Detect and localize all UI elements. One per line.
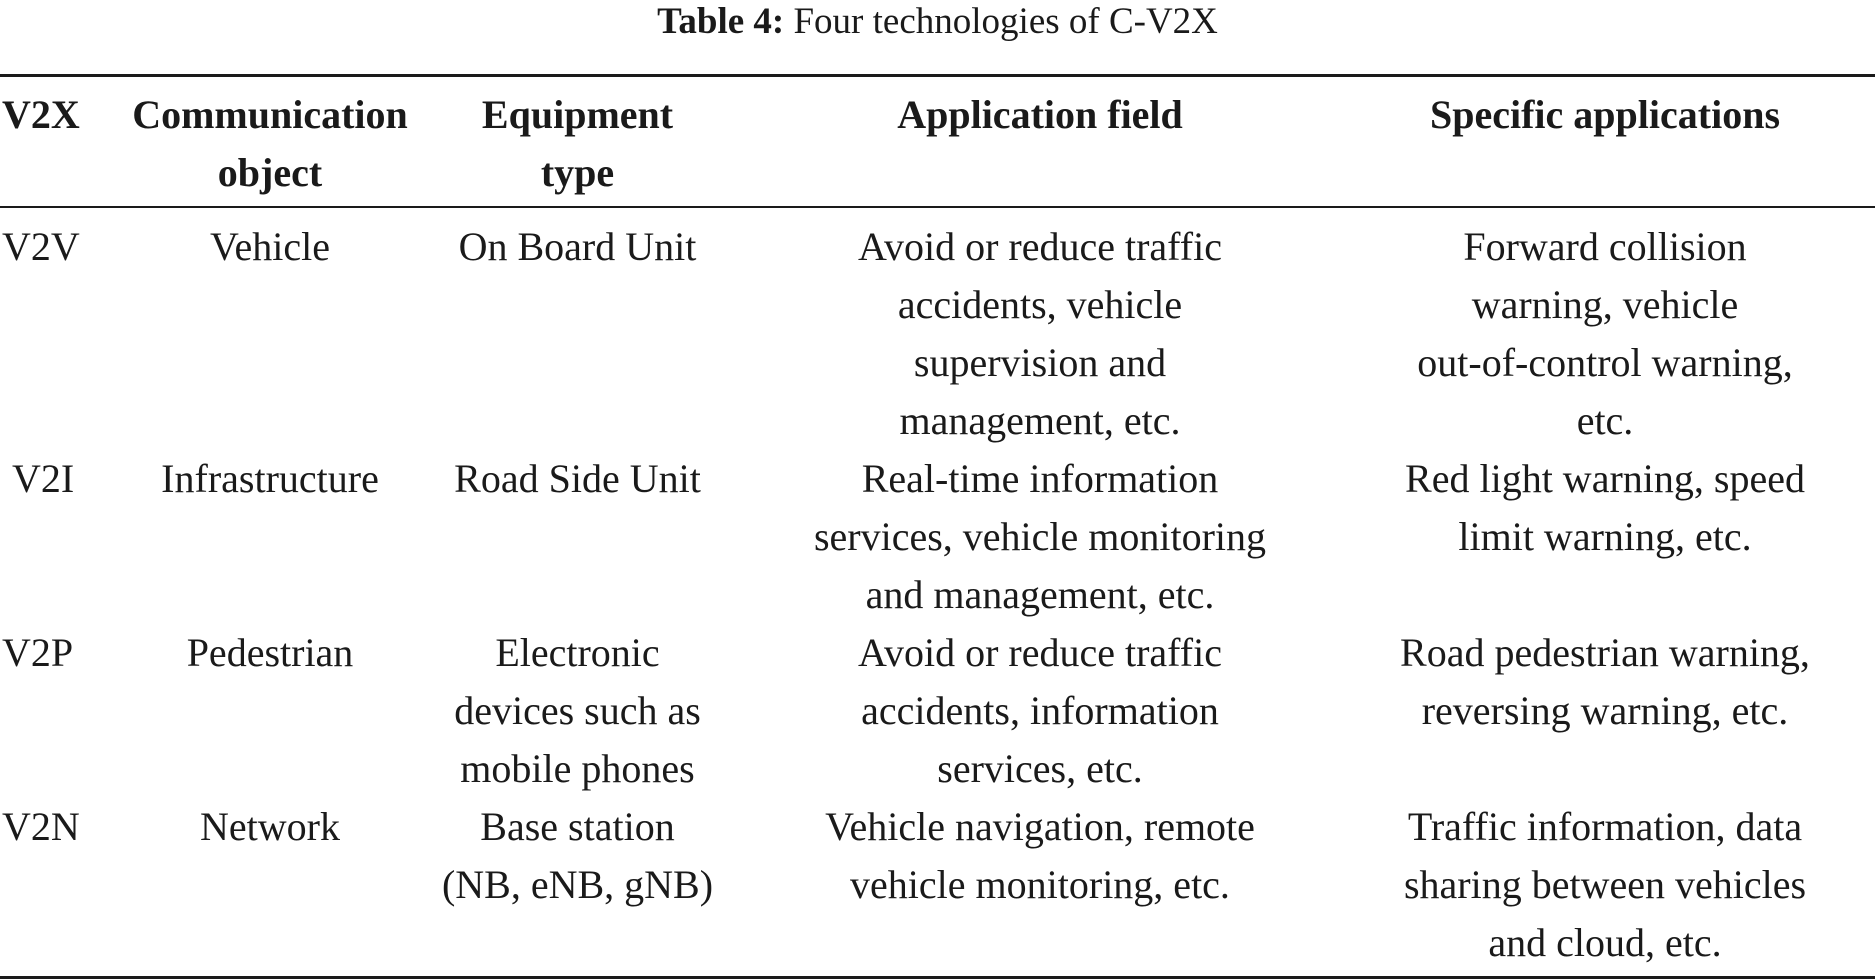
table-cell: Vehicle navigation, remote vehicle monitoring, etc. [825, 804, 1255, 907]
table-cell: Network [200, 804, 340, 849]
table-cell: Avoid or reduce traffic accidents, vehicle supervision and management, etc. [858, 224, 1222, 443]
caption-text: Four technologies of C-V2X [793, 1, 1218, 42]
top-rule [0, 74, 1875, 77]
bottom-rule [0, 976, 1875, 979]
table-cell: Real-time information services, vehicle monitoring and management, etc. [813, 456, 1267, 617]
table-cell: V2P [2, 630, 74, 675]
header-spacer [0, 208, 1875, 218]
header-cell-v2x: V2X [2, 92, 80, 137]
table-cell: Forward collision warning, vehicle out-of-control warning, etc. [1417, 224, 1793, 443]
table-cell: Electronic devices such as mobile phones [454, 630, 701, 791]
caption-label: Table 4: [657, 1, 785, 42]
table-row [0, 798, 1875, 972]
table-row [0, 450, 1875, 624]
table-row [0, 624, 1875, 798]
header-row [0, 80, 1875, 208]
table-cell: Base station (NB, eNB, gNB) [441, 804, 714, 907]
spacer-cell [0, 208, 1875, 218]
table-cell: Red light warning, speed limit warning, etc. [1405, 456, 1805, 559]
c-v2x-table [0, 80, 1875, 972]
table-cell: On Board Unit [458, 224, 697, 269]
header-cell-equipment-type: Equipment type [481, 92, 674, 195]
table-cell: Road Side Unit [454, 456, 701, 501]
table-cell: Pedestrian [186, 630, 354, 675]
table-cell: Vehicle [210, 224, 330, 269]
table-cell: V2N [2, 804, 80, 849]
table-cell: Avoid or reduce traffic accidents, information services, etc. [858, 630, 1222, 791]
table-cell: V2V [2, 224, 80, 269]
table-caption [0, 2, 1875, 42]
header-cell-specific-applications: Specific applications [1429, 92, 1781, 137]
header-cell-application-field: Application field [897, 92, 1183, 137]
table-cell: Infrastructure [161, 456, 379, 501]
header-cell-communication-object: Communication object [132, 92, 408, 195]
table-row [0, 218, 1875, 450]
table-cell: Traffic information, data sharing between vehicles and cloud, etc. [1403, 804, 1807, 965]
table-cell: V2I [12, 456, 75, 501]
table-cell: Road pedestrian warning, reversing warning, etc. [1400, 630, 1810, 733]
